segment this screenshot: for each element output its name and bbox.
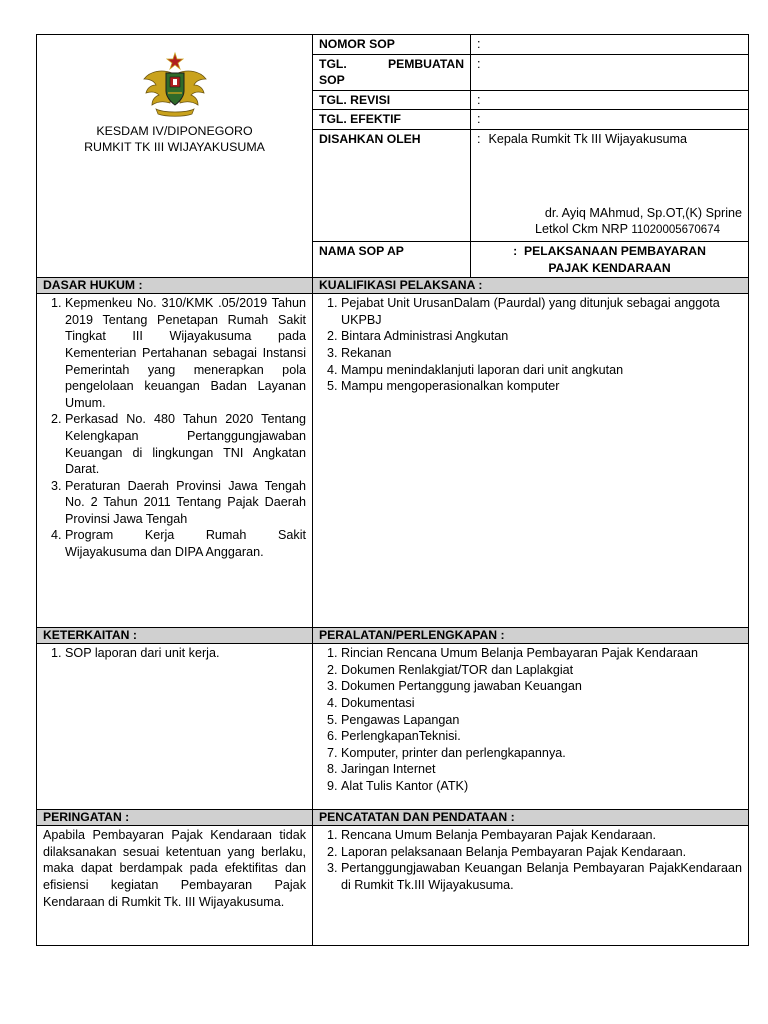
list-item: 4. Mampu menindaklanjuti laporan dari unit angkutan — [341, 362, 742, 379]
list-item: 4. Program Kerja Rumah Sakit Wijayakusuma dan DIPA Anggaran. — [65, 527, 306, 560]
signer-nrp: 11020005670674 — [631, 224, 720, 237]
sop-table — [36, 34, 749, 946]
pencatatan-cell — [313, 826, 749, 946]
list-item: 3. Dokumen Pertanggung jawaban Keuangan — [341, 678, 742, 695]
list-item: 2. Laporan pelaksanaan Belanja Pembayaran Pajak Kendaraan. — [341, 844, 742, 861]
list-item: 1. Rencana Umum Belanja Pembayaran Pajak Kendaraan. — [341, 827, 742, 844]
tgl-pembuatan-label-text: TGL. PEMBUATAN SOP — [319, 56, 464, 88]
list-item: 2. Dokumen Renlakgiat/TOR dan Laplakgiat — [341, 662, 742, 679]
dasar-hukum-heading: DASAR HUKUM : — [37, 278, 313, 294]
list-item: 2. Perkasad No. 480 Tahun 2020 Tentang Kelengkapan Pertanggungjawaban Keuangan di lingkungan TNI Angkatan Darat. — [65, 411, 306, 477]
tgl-revisi-label: TGL. REVISI — [313, 90, 471, 110]
peringatan-text: Apabila Pembayaran Pajak Kendaraan tidak dilaksanakan sesuai ketentuan yang berlaku, maka dapat berdampak pada efektifitas dan efisiensi kegiatan Pembayaran Pajak Kendaraan di Rumkit Tk. III Wijayakusuma. — [37, 826, 313, 946]
tgl-pembuatan-label — [313, 54, 471, 90]
nama-sop-cell — [471, 241, 749, 277]
header-org-cell — [37, 35, 313, 278]
list-item: 6. PerlengkapanTeknisi. — [341, 728, 742, 745]
list-item: 3. Pertanggungjawaban Keuangan Belanja Pembayaran PajakKendaraan di Rumkit Tk.III Wijayakusuma. — [341, 860, 742, 893]
list-item: 5. Mampu mengoperasionalkan komputer — [341, 378, 742, 395]
list-item: 2. Bintara Administrasi Angkutan — [341, 328, 742, 345]
list-item: 3. Peraturan Daerah Provinsi Jawa Tengah No. 2 Tahun 2011 Tentang Pajak Daerah Provinsi Jawa Tengah — [65, 478, 306, 528]
peralatan-heading: PERALATAN/PERLENGKAPAN : — [313, 628, 749, 644]
nama-sop-label: NAMA SOP AP — [313, 241, 471, 277]
tgl-pembuatan-value: : — [471, 54, 749, 90]
list-item: 9. Alat Tulis Kantor (ATK) — [341, 778, 742, 795]
tgl-efektif-label: TGL. EFEKTIF — [313, 110, 471, 130]
list-item: 1. Pejabat Unit UrusanDalam (Paurdal) yang ditunjuk sebagai anggota UKPBJ — [341, 295, 742, 328]
signer-rank: Letkol Ckm NRP — [534, 222, 632, 237]
keterkaitan-cell — [37, 644, 313, 810]
org-name-line1: KESDAM IV/DIPONEGORO — [96, 124, 253, 138]
sop-document — [36, 34, 748, 946]
disahkan-value: Kepala Rumkit Tk III Wijayakusuma — [488, 131, 688, 146]
disahkan-label: DISAHKAN OLEH — [313, 129, 471, 241]
signer-line1: dr. Ayiq MAhmud, Sp.OT,(K) Sprine — [544, 205, 742, 220]
list-item: 4. Dokumentasi — [341, 695, 742, 712]
nomor-sop-value: : — [471, 35, 749, 55]
list-item: 5. Pengawas Lapangan — [341, 712, 742, 729]
list-item: 1. Kepmenkeu No. 310/KMK .05/2019 Tahun 2019 Tentang Penetapan Rumah Sakit Tingkat III Wijayakusuma pada Kementerian Pertahanan sebagai Instansi Pemerintah yang menerapkan pola pengelolaan keuangan Badan Layanan Umum. — [65, 295, 306, 411]
list-item: 3. Rekanan — [341, 345, 742, 362]
dasar-hukum-list — [43, 295, 306, 561]
list-item: 7. Komputer, printer dan perlengkapannya. — [341, 745, 742, 762]
peralatan-list — [319, 645, 742, 794]
tgl-revisi-value: : — [471, 90, 749, 110]
kualifikasi-heading: KUALIFIKASI PELAKSANA : — [313, 278, 749, 294]
list-item: 1. Rincian Rencana Umum Belanja Pembayaran Pajak Kendaraan — [341, 645, 742, 662]
nama-sop-value-line1: PELAKSANAAN PEMBAYARAN — [523, 243, 706, 258]
nomor-sop-label: NOMOR SOP — [313, 35, 471, 55]
keterkaitan-list — [43, 645, 306, 662]
nama-sop-colon: : — [513, 243, 518, 258]
dasar-hukum-cell — [37, 294, 313, 628]
peralatan-cell — [313, 644, 749, 810]
kualifikasi-cell — [313, 294, 749, 628]
nama-sop-value-line2: PAJAK KENDARAAN — [548, 260, 671, 275]
kesdam-emblem-icon — [142, 51, 208, 117]
org-name-line2: RUMKIT TK III WIJAYAKUSUMA — [84, 140, 265, 154]
tgl-efektif-value: : — [471, 110, 749, 130]
keterkaitan-heading: KETERKAITAN : — [37, 628, 313, 644]
signer-block — [477, 205, 742, 239]
peringatan-heading: PERINGATAN : — [37, 810, 313, 826]
list-item: 1. SOP laporan dari unit kerja. — [65, 645, 306, 662]
kualifikasi-list — [319, 295, 742, 395]
pencatatan-heading: PENCATATAN DAN PENDATAAN : — [313, 810, 749, 826]
pencatatan-list — [319, 827, 742, 893]
disahkan-colon: : — [477, 131, 481, 146]
list-item: 8. Jaringan Internet — [341, 761, 742, 778]
disahkan-cell — [471, 129, 749, 241]
